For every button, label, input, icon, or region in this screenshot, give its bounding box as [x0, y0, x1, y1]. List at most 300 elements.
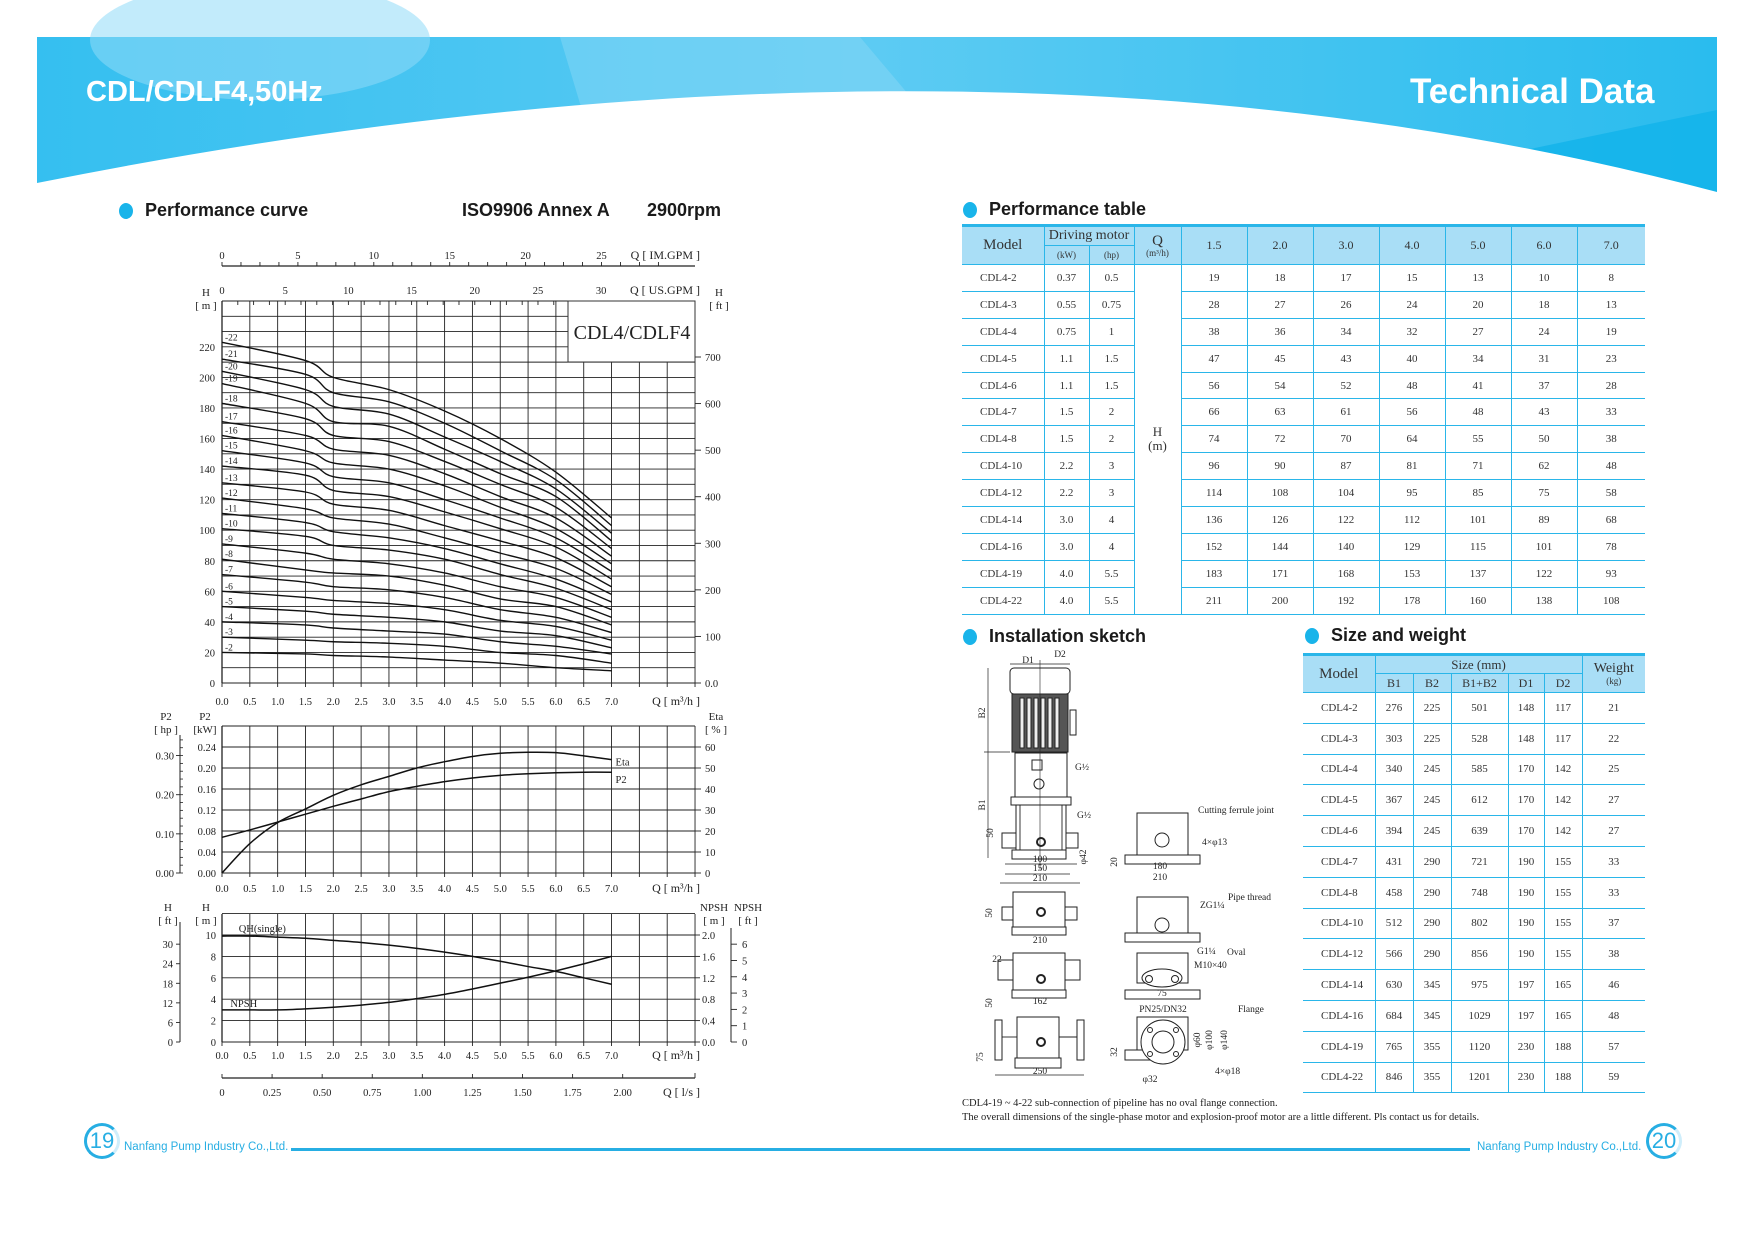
head-value-cell: 50: [1511, 426, 1577, 453]
flange-plug: [1037, 1038, 1045, 1046]
page-number-right: 20: [1646, 1123, 1682, 1159]
size-cell: 1201: [1451, 1062, 1508, 1093]
y-tick-label: 80: [204, 556, 215, 568]
size-cell: 155: [1544, 939, 1582, 970]
hp-cell: 1.5: [1089, 345, 1134, 372]
npsh-ft-tick-label: 5: [742, 956, 748, 968]
ls-tick-label: 0.75: [363, 1088, 382, 1099]
motor-fin: [1041, 698, 1045, 748]
performance-table: [962, 224, 1645, 615]
motor-fin: [1020, 698, 1024, 748]
npsh-m-axis-label-name: NPSH: [699, 902, 729, 914]
flange-bolt-hole: [1148, 1028, 1153, 1033]
head-value-cell: 13: [1445, 265, 1511, 292]
x-tick-label: 3.0: [382, 884, 396, 895]
head-value-cell: 129: [1379, 533, 1445, 560]
company-name-right: Nanfang Pump Industry Co.,Ltd.: [1477, 1141, 1642, 1153]
kw-cell: 0.55: [1044, 291, 1089, 318]
size-cell: 290: [1413, 908, 1451, 939]
coupling-window: [1032, 760, 1042, 770]
head-value-cell: 24: [1379, 291, 1445, 318]
kw-cell: 1.1: [1044, 345, 1089, 372]
sketch-dimension-label: D2: [1054, 650, 1066, 660]
ls-tick-label: 2.00: [613, 1088, 632, 1099]
head-value-cell: 200: [1247, 587, 1313, 614]
model-cell: CDL4-8: [962, 426, 1044, 453]
us-gpm-tick-label: 5: [282, 286, 288, 297]
size-cell: 142: [1544, 785, 1582, 816]
head-value-cell: 108: [1577, 587, 1645, 614]
head-value-cell: 104: [1313, 480, 1379, 507]
head-value-cell: 68: [1577, 507, 1645, 534]
h-ft-tick-label: 18: [162, 979, 173, 991]
x-tick-label: 0.0: [215, 884, 229, 895]
h-m-tick-label: 8: [210, 952, 216, 964]
head-value-cell: 38: [1181, 318, 1247, 345]
x-tick-label: 2.0: [326, 884, 340, 895]
head-value-cell: 101: [1511, 533, 1577, 560]
head-value-cell: 41: [1445, 372, 1511, 399]
ls-tick-label: 1.75: [563, 1088, 582, 1099]
y-tick-label: 140: [199, 465, 215, 477]
power-efficiency-chart: [154, 711, 727, 895]
head-value-cell: 27: [1445, 318, 1511, 345]
model-cell: CDL4-22: [962, 587, 1044, 614]
stage-label: -9: [225, 534, 233, 545]
weight-cell: 21: [1582, 693, 1645, 724]
head-value-cell: 52: [1313, 372, 1379, 399]
x-tick-label: 2.0: [326, 697, 340, 708]
head-curve-chart: [195, 248, 728, 708]
sketch-dimension-label: B2: [978, 707, 988, 719]
head-value-cell: 192: [1313, 587, 1379, 614]
h-ft-tick-label: 0: [167, 1038, 173, 1049]
kw-cell: 2.2: [1044, 453, 1089, 480]
table-row: [1303, 846, 1645, 877]
h-ft-tick-label: 6: [167, 1018, 173, 1030]
rated-speed: 2900rpm: [647, 200, 722, 220]
vent-plug: [1034, 779, 1044, 789]
head-value-cell: 81: [1379, 453, 1445, 480]
kw-tick-label: 0.04: [197, 848, 216, 859]
chart-title: CDL4/CDLF4: [573, 322, 691, 344]
series-title: CDL/CDLF4,50Hz: [86, 76, 323, 108]
x-tick-label: 6.0: [549, 697, 563, 708]
head-value-cell: 61: [1313, 399, 1379, 426]
head-value-cell: 138: [1511, 587, 1577, 614]
ferrule-port: [1155, 833, 1169, 847]
head-value-cell: 40: [1379, 345, 1445, 372]
oval-outlet: [1065, 960, 1080, 980]
size-cell: 748: [1451, 877, 1508, 908]
stage-label: -4: [225, 612, 233, 623]
weight-cell: 22: [1582, 723, 1645, 754]
x-tick-label: 3.5: [410, 884, 424, 895]
hp-cell: 4: [1089, 507, 1134, 534]
model-cell: CDL4-5: [1303, 785, 1375, 816]
head-value-cell: 19: [1577, 318, 1645, 345]
model-cell: CDL4-16: [1303, 1000, 1375, 1031]
weight-cell: 33: [1582, 846, 1645, 877]
x-tick-label: 5.0: [493, 884, 507, 895]
sketch-dimension-label: 100: [1032, 855, 1048, 865]
head-value-cell: 62: [1511, 453, 1577, 480]
size-cell: 566: [1375, 939, 1413, 970]
inlet-port: [1002, 833, 1016, 848]
stage-label: -11: [225, 504, 238, 515]
head-value-cell: 144: [1247, 533, 1313, 560]
model-cell: CDL4-16: [962, 533, 1044, 560]
col-header-q-value: 3.0: [1313, 226, 1379, 265]
model-cell: CDL4-10: [962, 453, 1044, 480]
x-tick-label: 4.5: [465, 697, 479, 708]
size-cell: 148: [1508, 723, 1544, 754]
kw-tick-label: 0.16: [197, 785, 216, 796]
head-value-cell: 122: [1313, 507, 1379, 534]
x-tick-label: 0.5: [243, 1051, 257, 1062]
size-cell: 290: [1413, 846, 1451, 877]
sketch-dimension-label: D1: [1022, 656, 1034, 666]
model-cell: CDL4-7: [1303, 846, 1375, 877]
sketch-dimension-label: 50: [985, 908, 995, 918]
model-cell: CDL4-6: [1303, 816, 1375, 847]
head-value-cell: 31: [1511, 345, 1577, 372]
head-value-cell: 37: [1511, 372, 1577, 399]
table-row: [1303, 1000, 1645, 1031]
im-gpm-tick-label: 20: [520, 251, 531, 262]
size-cell: 188: [1544, 1031, 1582, 1062]
eta-tick-label: 30: [705, 806, 716, 817]
x-tick-label: 2.5: [354, 1051, 368, 1062]
sketch-dimension-label: 162: [1032, 997, 1048, 1007]
size-cell: 355: [1413, 1062, 1451, 1093]
size-cell: 165: [1544, 1000, 1582, 1031]
head-unit-cell: [1134, 265, 1181, 615]
us-gpm-axis-label: Q [ US.GPM ]: [629, 283, 700, 297]
npsh-ft-tick-label: 2: [742, 1005, 748, 1017]
table-row: [962, 291, 1645, 318]
size-cell: 290: [1413, 939, 1451, 970]
table-row: [1303, 723, 1645, 754]
hp-cell: 0.75: [1089, 291, 1134, 318]
col-header-weight: [1582, 655, 1645, 693]
y-tick-label: 160: [199, 434, 215, 446]
y-tick-label: 220: [199, 342, 215, 354]
weight-cell: 46: [1582, 970, 1645, 1001]
head-value-cell: 54: [1247, 372, 1313, 399]
ls-tick-label: 0.25: [262, 1088, 282, 1099]
model-cell: CDL4-4: [962, 318, 1044, 345]
head-value-cell: 48: [1445, 399, 1511, 426]
head-value-cell: 75: [1511, 480, 1577, 507]
h-m-tick-label: 2: [210, 1016, 216, 1028]
x-tick-label: 1.0: [271, 1051, 285, 1062]
kw-tick-label: 0.08: [197, 827, 216, 838]
size-cell: 431: [1375, 846, 1413, 877]
col-header-b1: B1: [1375, 674, 1413, 693]
head-value-cell: 140: [1313, 533, 1379, 560]
size-cell: 197: [1508, 1000, 1544, 1031]
table-row: [962, 560, 1645, 587]
x-tick-label: 7.0: [604, 884, 619, 895]
col-header-q-value: 2.0: [1247, 226, 1313, 265]
size-cell: 1029: [1451, 1000, 1508, 1031]
h-m-tick-label: 0: [210, 1038, 216, 1049]
h-m-tick-label: 4: [210, 995, 216, 1007]
performance-table-heading: Performance table: [989, 199, 1147, 219]
x-tick-label: 4.0: [438, 884, 452, 895]
im-gpm-tick-label: 0: [219, 251, 225, 262]
size-weight-heading: Size and weight: [1331, 625, 1467, 645]
stage-label: -16: [225, 426, 238, 437]
head-value-cell: 101: [1445, 507, 1511, 534]
size-cell: 117: [1544, 723, 1582, 754]
terminal-box: [1070, 710, 1076, 735]
size-cell: 225: [1413, 723, 1451, 754]
stage-label: -20: [225, 362, 238, 373]
head-value-cell: 18: [1511, 291, 1577, 318]
table-row: [1303, 970, 1645, 1001]
head-value-cell: 136: [1181, 507, 1247, 534]
stage-label: -19: [225, 374, 238, 385]
x-tick-label: 1.0: [271, 697, 285, 708]
x-tick-label: 3.5: [410, 1051, 424, 1062]
x-tick-label: 2.5: [354, 884, 368, 895]
sketch-dimension-label: φ32: [1142, 1075, 1158, 1085]
head-value-cell: 56: [1379, 399, 1445, 426]
h-unit: (m): [1148, 438, 1167, 454]
head-value-cell: 114: [1181, 480, 1247, 507]
table-row: [1303, 1062, 1645, 1093]
col-header-q-value: 6.0: [1511, 226, 1577, 265]
head-value-cell: 70: [1313, 426, 1379, 453]
eta-tick-label: 20: [705, 827, 716, 838]
head-value-cell: 15: [1379, 265, 1445, 292]
stage-label: -7: [225, 565, 233, 576]
eta-axis-label-name: Eta: [708, 711, 724, 723]
sketch-dimension-label: Pipe thread: [1228, 893, 1272, 903]
table-row: [962, 318, 1645, 345]
p2-curve-label: P2: [615, 775, 627, 787]
x-tick-label: 6.0: [549, 1051, 563, 1062]
eta-tick-label: 10: [705, 848, 716, 859]
table-row: [962, 399, 1645, 426]
y-tick-label: 180: [199, 403, 215, 415]
head-value-cell: 72: [1247, 426, 1313, 453]
oval-elevation-body: [1013, 953, 1065, 990]
flange-bolt-hole: [1174, 1028, 1179, 1033]
size-cell: 345: [1413, 970, 1451, 1001]
y2-tick-label: 400: [705, 492, 721, 504]
flange-bore: [1152, 1031, 1174, 1053]
hp-axis-label-name: P2: [160, 711, 172, 723]
size-cell: 165: [1544, 970, 1582, 1001]
stage-label: -22: [225, 333, 238, 344]
pipe-thread-port: [1155, 918, 1169, 932]
sketch-dimension-label: 150: [1032, 864, 1048, 874]
oval-bolt: [1146, 976, 1153, 983]
size-cell: 170: [1508, 816, 1544, 847]
kw-tick-label: 0.24: [197, 743, 216, 754]
col-header-model: Model: [962, 226, 1044, 265]
model-cell: CDL4-12: [1303, 939, 1375, 970]
test-standard: ISO9906 Annex A: [462, 200, 610, 220]
col-header-q-value: 1.5: [1181, 226, 1247, 265]
kw-cell: 4.0: [1044, 587, 1089, 614]
flange-elevation-body: [1017, 1017, 1059, 1058]
stage-label: -6: [225, 582, 233, 593]
us-gpm-tick-label: 30: [595, 286, 607, 297]
x-tick-label: 5.0: [493, 697, 507, 708]
outlet-port: [1066, 833, 1078, 848]
npsh-m-axis-label-unit: [ m ]: [703, 915, 725, 927]
us-gpm-tick-label: 25: [532, 286, 544, 297]
model-cell: CDL4-5: [962, 345, 1044, 372]
model-cell: CDL4-3: [962, 291, 1044, 318]
hp-cell: 1.5: [1089, 372, 1134, 399]
im-gpm-tick-label: 25: [596, 251, 607, 262]
kw-cell: 2.2: [1044, 480, 1089, 507]
hp-cell: 5.5: [1089, 560, 1134, 587]
sketch-dimension-label: Cutting ferrule joint: [1198, 806, 1274, 816]
motor-fin: [1034, 698, 1038, 748]
hp-cell: 1: [1089, 318, 1134, 345]
im-gpm-tick-label: 15: [444, 251, 455, 262]
sketch-dimension-label: Flange: [1238, 1005, 1264, 1015]
head-value-cell: 115: [1445, 533, 1511, 560]
ls-tick-label: 1.00: [413, 1088, 432, 1099]
col-header-d2: D2: [1544, 674, 1582, 693]
head-value-cell: 34: [1445, 345, 1511, 372]
size-cell: 585: [1451, 754, 1508, 785]
stage-label: -2: [225, 643, 233, 654]
head-value-cell: 85: [1445, 480, 1511, 507]
size-cell: 975: [1451, 970, 1508, 1001]
head-value-cell: 153: [1379, 560, 1445, 587]
table-row: [1303, 754, 1645, 785]
x-tick-label: 6.5: [577, 697, 591, 708]
y2-tick-label: 300: [705, 539, 721, 551]
size-weight-table: [1303, 653, 1645, 1093]
head-value-cell: 137: [1445, 560, 1511, 587]
eta-tick-label: 60: [705, 743, 716, 754]
page-number-left: 19: [84, 1123, 120, 1159]
table-row: [1303, 877, 1645, 908]
hp-cell: 3: [1089, 453, 1134, 480]
x-tick-label: 7.0: [604, 697, 619, 708]
hp-tick-label: 0.30: [155, 751, 174, 763]
hp-cell: 2: [1089, 399, 1134, 426]
im-gpm-tick-label: 10: [368, 251, 380, 262]
hp-cell: 0.5: [1089, 265, 1134, 292]
head-value-cell: 168: [1313, 560, 1379, 587]
kw-cell: 3.0: [1044, 533, 1089, 560]
size-cell: 117: [1544, 693, 1582, 724]
sketch-dimension-label: φ140: [1220, 1030, 1230, 1050]
x-tick-label: 6.5: [577, 884, 591, 895]
weight-cell: 27: [1582, 816, 1645, 847]
head-value-cell: 23: [1577, 345, 1645, 372]
head-value-cell: 10: [1511, 265, 1577, 292]
performance-curve-heading: Performance curve: [145, 200, 309, 220]
size-cell: 276: [1375, 693, 1413, 724]
model-cell: CDL4-3: [1303, 723, 1375, 754]
size-cell: 367: [1375, 785, 1413, 816]
kw-axis-label-unit: [kW]: [193, 724, 217, 736]
sketch-dimension-label: 180: [1152, 862, 1168, 872]
installation-sketch-heading: Installation sketch: [989, 626, 1147, 646]
head-value-cell: 20: [1445, 291, 1511, 318]
sketch-dimension-label: M10×40: [1194, 961, 1227, 971]
head-value-cell: 48: [1577, 453, 1645, 480]
h-m-tick-label: 10: [205, 931, 216, 942]
head-value-cell: 45: [1247, 345, 1313, 372]
x-tick-label: 5.5: [521, 1051, 535, 1062]
head-value-cell: 56: [1181, 372, 1247, 399]
model-cell: CDL4-14: [1303, 970, 1375, 1001]
head-value-cell: 74: [1181, 426, 1247, 453]
footer-divider: [291, 1148, 1470, 1151]
size-cell: 355: [1413, 1031, 1451, 1062]
stage-label: -18: [225, 394, 238, 405]
model-cell: CDL4-19: [962, 560, 1044, 587]
table-row: [962, 372, 1645, 399]
npsh-ft-axis-label-name: NPSH: [733, 902, 763, 914]
head-value-cell: 183: [1181, 560, 1247, 587]
size-cell: 1120: [1451, 1031, 1508, 1062]
head-value-cell: 78: [1577, 533, 1645, 560]
ls-tick-label: 0: [219, 1088, 225, 1099]
table-row: [962, 533, 1645, 560]
col-header-kw: (kW): [1044, 246, 1089, 265]
size-cell: 170: [1508, 785, 1544, 816]
head-value-cell: 27: [1247, 291, 1313, 318]
x-tick-label: 2.5: [354, 697, 368, 708]
npsh-ft-tick-label: 6: [742, 940, 748, 952]
size-cell: 394: [1375, 816, 1413, 847]
size-cell: 225: [1413, 693, 1451, 724]
model-cell: CDL4-10: [1303, 908, 1375, 939]
model-cell: CDL4-2: [1303, 693, 1375, 724]
head-value-cell: 47: [1181, 345, 1247, 372]
model-cell: CDL4-12: [962, 480, 1044, 507]
head-value-cell: 55: [1445, 426, 1511, 453]
weight-cell: 27: [1582, 785, 1645, 816]
model-cell: CDL4-7: [962, 399, 1044, 426]
size-cell: 290: [1413, 877, 1451, 908]
y2-tick-label: 600: [705, 399, 721, 411]
col-header-d1: D1: [1508, 674, 1544, 693]
eta-axis-label-unit: [ % ]: [705, 724, 727, 736]
table-row: [962, 480, 1645, 507]
hp-cell: 4: [1089, 533, 1134, 560]
us-gpm-tick-label: 15: [406, 286, 417, 297]
head-value-cell: 33: [1577, 399, 1645, 426]
x-axis-label: Q [ m³/h ]: [652, 694, 700, 708]
head-value-cell: 24: [1511, 318, 1577, 345]
x-tick-label: 2.0: [326, 1051, 340, 1062]
stage-label: -15: [225, 441, 238, 452]
size-cell: 856: [1451, 939, 1508, 970]
size-cell: 230: [1508, 1062, 1544, 1093]
sketch-dimension-label: G½: [1075, 763, 1089, 773]
y-axis-label-name: H: [202, 287, 210, 299]
kw-cell: 0.37: [1044, 265, 1089, 292]
kw-cell: 0.75: [1044, 318, 1089, 345]
kw-tick-label: 0.12: [197, 806, 216, 817]
x-tick-label: 5.5: [521, 884, 535, 895]
h-ft-tick-label: 24: [162, 959, 173, 971]
